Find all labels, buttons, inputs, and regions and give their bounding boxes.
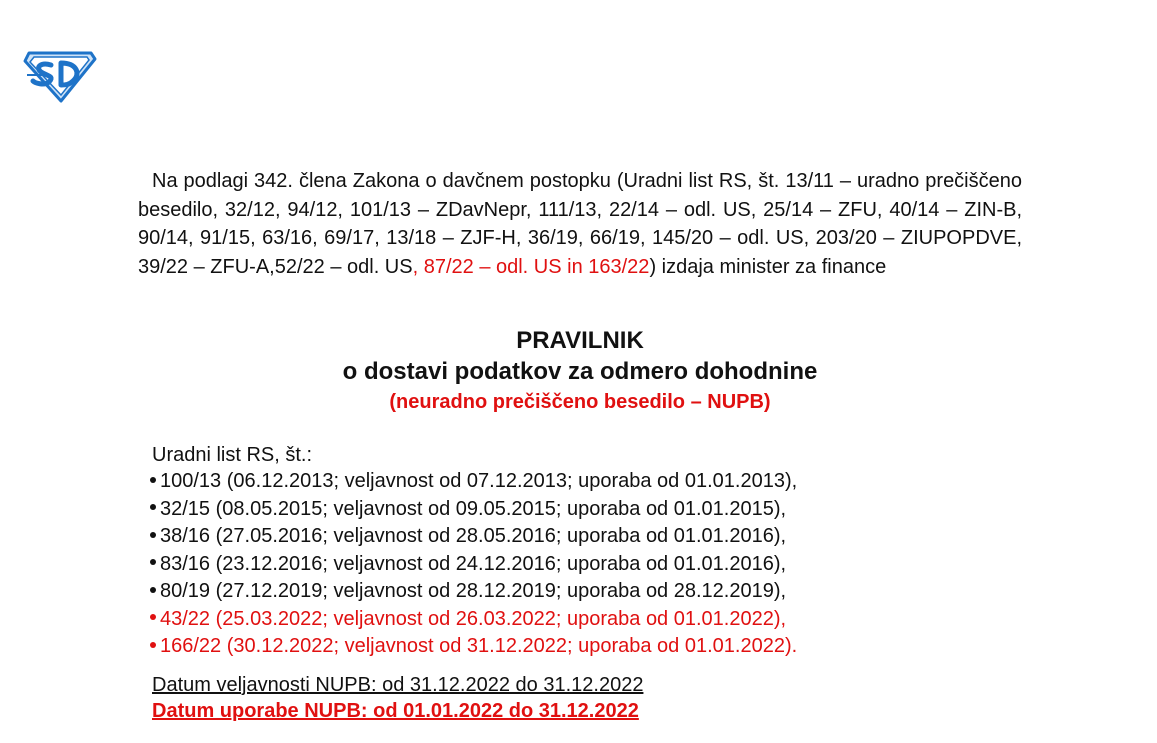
- gazette-issue-item: [150, 523, 797, 551]
- sd-shield-logo-icon: [21, 45, 97, 105]
- bullet-icon: [150, 532, 156, 538]
- gazette-issue-text: 100/13 (06.12.2013; veljavnost od 07.12.2013; uporaba od 01.01.2013),: [160, 470, 798, 492]
- bullet-icon: [150, 587, 156, 593]
- gazette-issue-text: 83/16 (23.12.2016; veljavnost od 24.12.2016; uporaba od 01.01.2016),: [160, 552, 787, 575]
- bullet-icon: [150, 504, 156, 510]
- gazette-issue-text: 166/22 (30.12.2022; veljavnost od 31.12.2022; uporaba od 01.01.2022).: [160, 635, 798, 657]
- bullet-icon: [150, 614, 156, 620]
- gazette-issue-item: [150, 633, 797, 661]
- gazette-issue-item: [150, 606, 797, 634]
- nupb-note: (neuradno prečiščeno besedilo – NUPB): [389, 391, 771, 413]
- gazette-issue-text: 38/16 (27.05.2016; veljavnost od 28.05.2016; uporaba od 01.01.2016),: [160, 525, 787, 547]
- gazette-label: Uradni list RS, št.:: [152, 444, 313, 466]
- gazette-issue-item: [150, 468, 797, 496]
- document-title: PRAVILNIK: [516, 327, 644, 354]
- gazette-issue-item: [150, 496, 797, 524]
- gazette-issue-text: 80/19 (27.12.2019; veljavnost od 28.12.2019; uporaba od 28.12.2019),: [160, 580, 787, 602]
- heading-block: [138, 326, 1022, 416]
- bullet-icon: [150, 642, 156, 648]
- bullet-icon: [150, 477, 156, 483]
- gazette-issue-list: [150, 468, 797, 661]
- gazette-issue-text: 32/15 (08.05.2015; veljavnost od 09.05.2015; uporaba od 01.01.2015),: [160, 497, 787, 520]
- gazette-issue-item: [150, 578, 797, 606]
- bullet-icon: [150, 559, 156, 565]
- validity-date: Datum veljavnosti NUPB: od 31.12.2022 do 31.12.2022: [152, 674, 644, 696]
- intro-main-text: Na podlagi 342. člena Zakona o davčnem postopku (Uradni list RS, št. 13/11 – uradno prečiščeno besedilo, 32/12, 94/12, 101/13 – ZDavNepr, 111/13, 22/14 – odl. US, 25/14 – ZFU, 40/14 – ZIN-B, 90/14, 91/15, 63/16, 69/17, 13/18 – ZJF-H, 36/19, 66/19, 145/20 – odl. US, 203/20 – ZIUPOPDVE, 39/22 – ZFU-A,52/22 – odl. US: [138, 170, 1022, 278]
- gazette-issue-item: [150, 551, 797, 579]
- intro-red-text: , 87/22 – odl. US in 163/22: [412, 255, 650, 278]
- document-subtitle: o dostavi podatkov za odmero dohodnine: [342, 358, 818, 385]
- intro-tail-text: ) izdaja minister za finance: [649, 255, 887, 278]
- gazette-issue-text: 43/22 (25.03.2022; veljavnost od 26.03.2022; uporaba od 01.01.2022),: [160, 607, 787, 630]
- intro-paragraph: [138, 167, 1022, 281]
- usage-date: Datum uporabe NUPB: od 01.01.2022 do 31.12.2022: [152, 700, 639, 722]
